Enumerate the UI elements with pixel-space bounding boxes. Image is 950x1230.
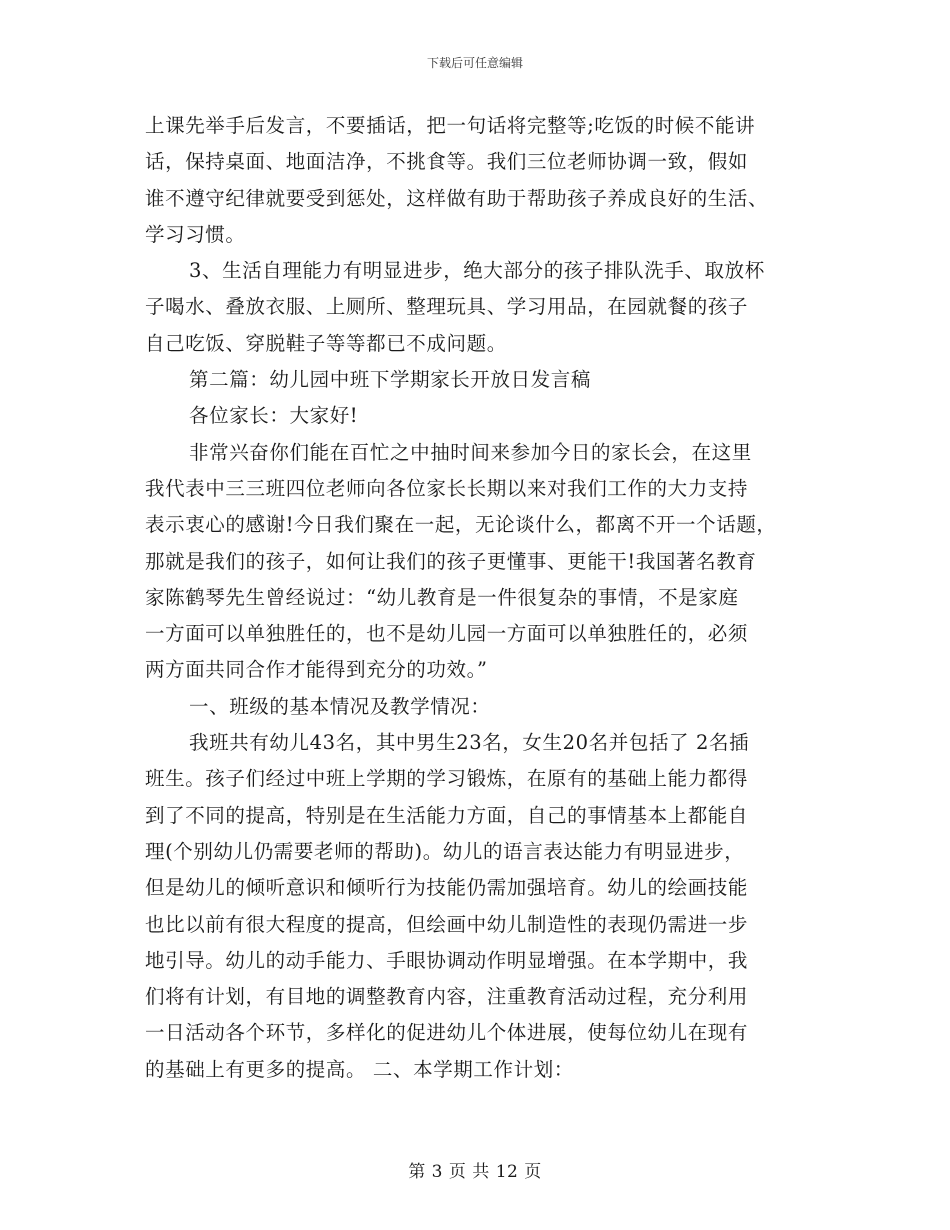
- text-line: 理(个别幼儿仍需要老师的帮助)。幼儿的语言表达能力有明显进步，: [145, 839, 745, 863]
- text-line: 上课先举手后发言，不要插话，把一句话将完整等;吃饭的时候不能讲: [145, 114, 756, 137]
- document-body: [145, 108, 810, 1088]
- page-number: 第 3 页 共 12 页: [408, 1162, 542, 1182]
- text-line: 子喝水、叠放衣服、上厕所、整理玩具、学习用品，在园就餐的孩子: [145, 295, 749, 319]
- page-header-note: 下载后可任意编辑: [426, 56, 523, 70]
- section-title: 第二篇：幼儿园中班下学期家长开放日发言稿: [189, 368, 592, 392]
- text-line: 学习习惯。: [145, 222, 246, 246]
- text-line: 到了不同的提高，特别是在生活能力方面，自己的事情基本上都能自: [145, 803, 749, 827]
- greeting: 各位家长：大家好!: [189, 404, 359, 428]
- text-line: 表示衷心的感谢!今日我们聚在一起，无论谈什么，都离不开一个话题，: [145, 513, 777, 537]
- text-line: 那就是我们的孩子，如何让我们的孩子更懂事、更能干!我国著名教育: [145, 549, 757, 573]
- text-line: 一日活动各个环节，多样化的促进幼儿个体进展，使每位幼儿在现有: [145, 1021, 749, 1045]
- text-line: 也比以前有很大程度的提高，但绘画中幼儿制造性的表现仍需进一步: [145, 912, 749, 936]
- text-line: 我班共有幼儿43名，其中男生23名，女生20名并包括了 2名插: [189, 731, 750, 755]
- text-line: 的基础上有更多的提高。 二、本学期工作计划：: [145, 1057, 574, 1081]
- text-line: 一方面可以单独胜任的，也不是幼儿园一方面可以单独胜任的，必须: [145, 622, 749, 646]
- text-line: 谁不遵守纪律就要受到惩处，这样做有助于帮助孩子养成良好的生活、: [145, 186, 769, 210]
- text-line: 家陈鹤琴先生曾经说过：“幼儿教育是一件很复杂的事情，不是家庭: [145, 585, 739, 609]
- text-line: 地引导。幼儿的动手能力、手眼协调动作明显增强。在本学期中，我: [145, 948, 749, 972]
- text-line: 非常兴奋你们能在百忙之中抽时间来参加今日的家长会，在这里: [189, 440, 752, 464]
- subsection-heading: 一、班级的基本情况及教学情况：: [189, 694, 491, 718]
- text-line: 我代表中三三班四位老师向各位家长长期以来对我们工作的大力支持: [145, 476, 749, 500]
- text-line: 班生。孩子们经过中班上学期的学习锻炼，在原有的基础上能力都得: [145, 767, 749, 791]
- text-line: 自己吃饭、穿脱鞋子等等都已不成问题。: [145, 331, 507, 355]
- text-line: 们将有计划，有目地的调整教育内容，注重教育活动过程，充分利用: [145, 985, 749, 1009]
- text-line: 两方面共同合作才能得到充分的功效。”: [145, 658, 488, 682]
- text-line: 话，保持桌面、地面洁净，不挑食等。我们三位老师协调一致，假如: [145, 150, 749, 174]
- text-line: 但是幼儿的倾听意识和倾听行为技能仍需加强培育。幼儿的绘画技能: [145, 876, 749, 900]
- text-line: 3、生活自理能力有明显进步，绝大部分的孩子排队洗手、取放杯: [189, 259, 765, 283]
